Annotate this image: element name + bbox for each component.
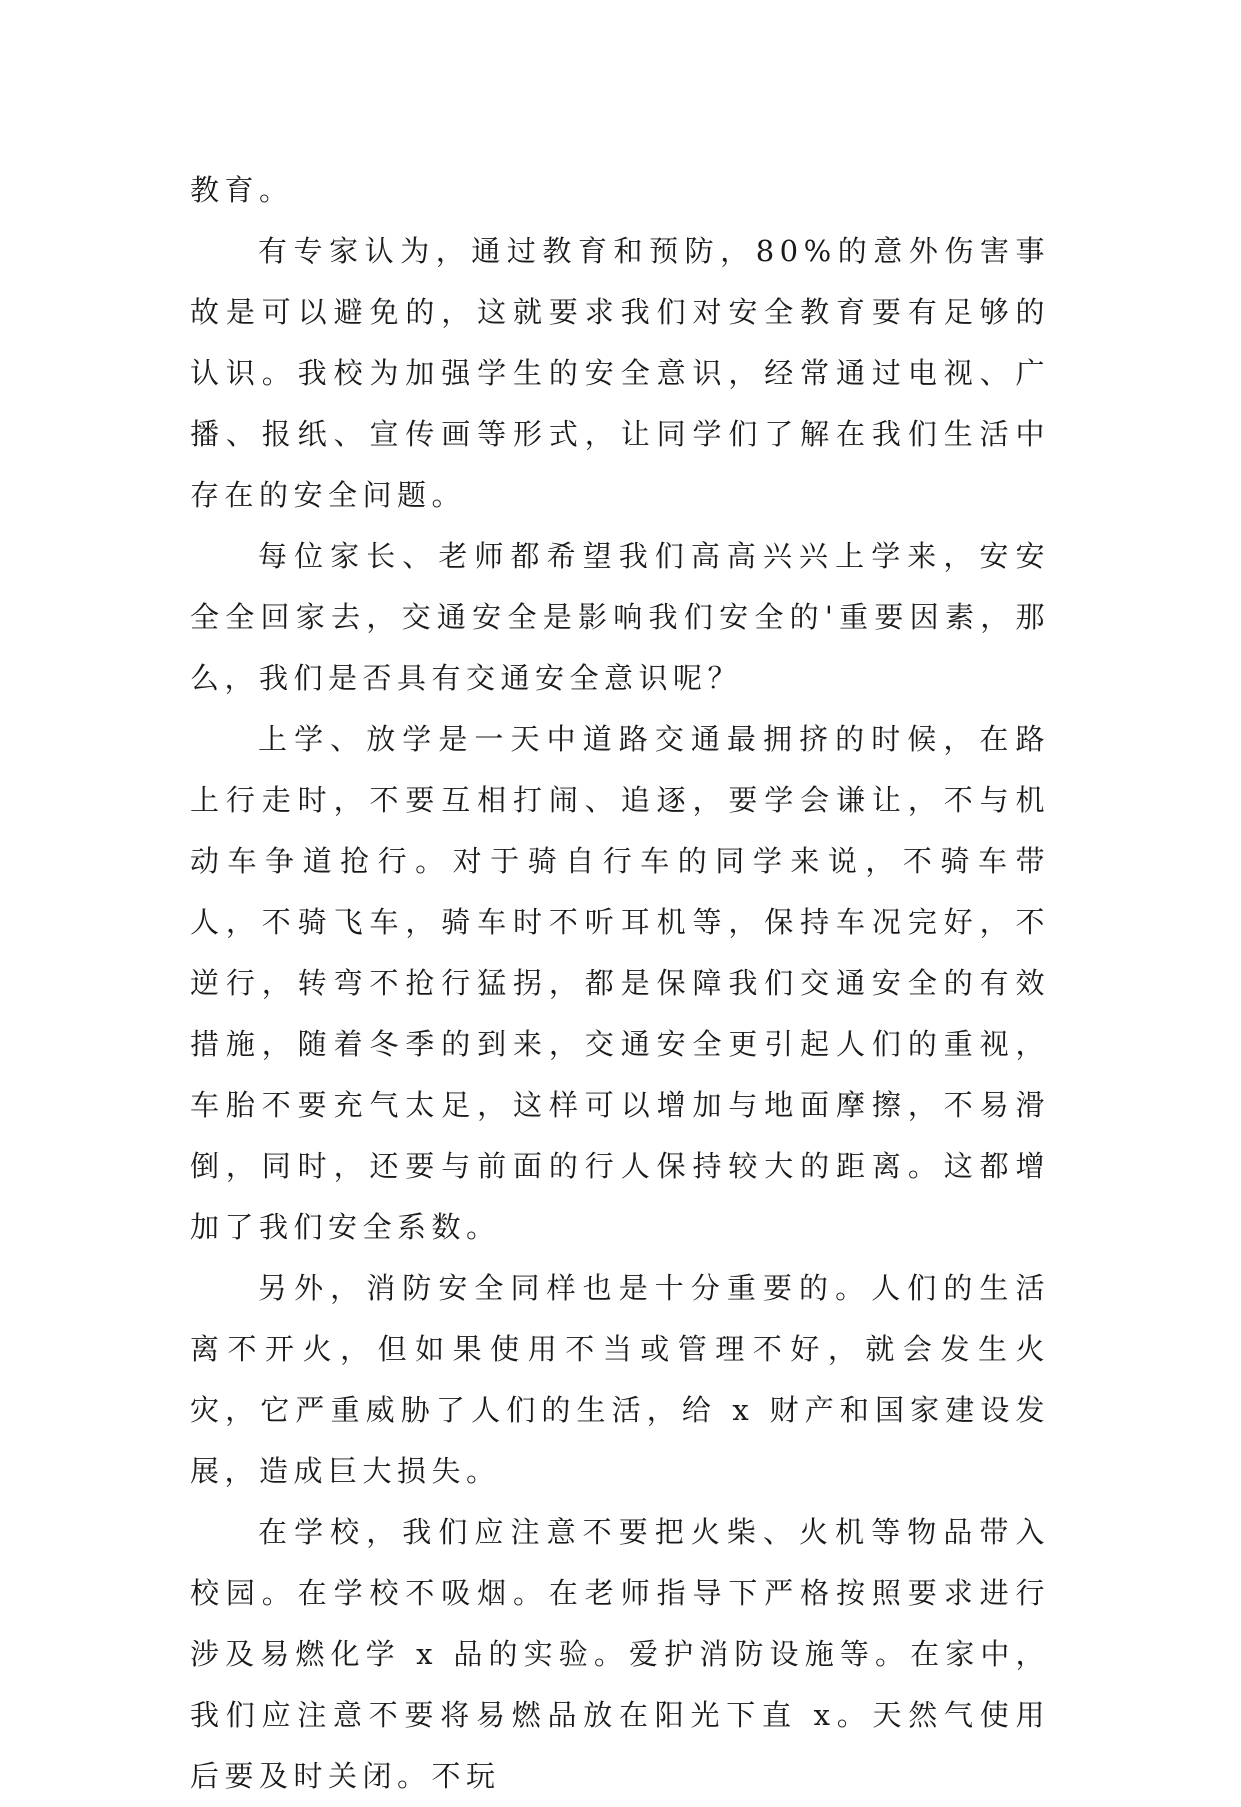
- paragraph-0: 教育。: [190, 173, 294, 207]
- paragraph-5: 在学校，我们应注意不要把火柴、火机等物品带入校园。在学校不吸烟。在老师指导下严格按照要求进行涉及易燃化学 x 品的实验。爱护消防设施等。在家中，我们应注意不要将易燃品放在阳光下直 x。天然气使用后要及时关闭。不玩: [190, 1515, 1050, 1793]
- paragraph-2: 每位家长、老师都希望我们高高兴兴上学来，安安全全回家去，交通安全是影响我们安全的'重要因素，那么，我们是否具有交通安全意识呢？: [190, 539, 1050, 695]
- document-body: [190, 160, 1050, 1807]
- paragraph-1: 有专家认为，通过教育和预防，80%的意外伤害事故是可以避免的，这就要求我们对安全教育要有足够的认识。我校为加强学生的安全意识，经常通过电视、广播、报纸、宣传画等形式，让同学们了解在我们生活中存在的安全问题。: [190, 234, 1050, 512]
- paragraph-3: 上学、放学是一天中道路交通最拥挤的时候，在路上行走时，不要互相打闹、追逐，要学会谦让，不与机动车争道抢行。对于骑自行车的同学来说，不骑车带人，不骑飞车，骑车时不听耳机等，保持车况完好，不逆行，转弯不抢行猛拐，都是保障我们交通安全的有效措施，随着冬季的到来，交通安全更引起人们的重视，车胎不要充气太足，这样可以增加与地面摩擦，不易滑倒，同时，还要与前面的行人保持较大的距离。这都增加了我们安全系数。: [190, 722, 1050, 1244]
- paragraph-4: 另外，消防安全同样也是十分重要的。人们的生活离不开火，但如果使用不当或管理不好，就会发生火灾，它严重威胁了人们的生活，给 x 财产和国家建设发展，造成巨大损失。: [190, 1271, 1050, 1488]
